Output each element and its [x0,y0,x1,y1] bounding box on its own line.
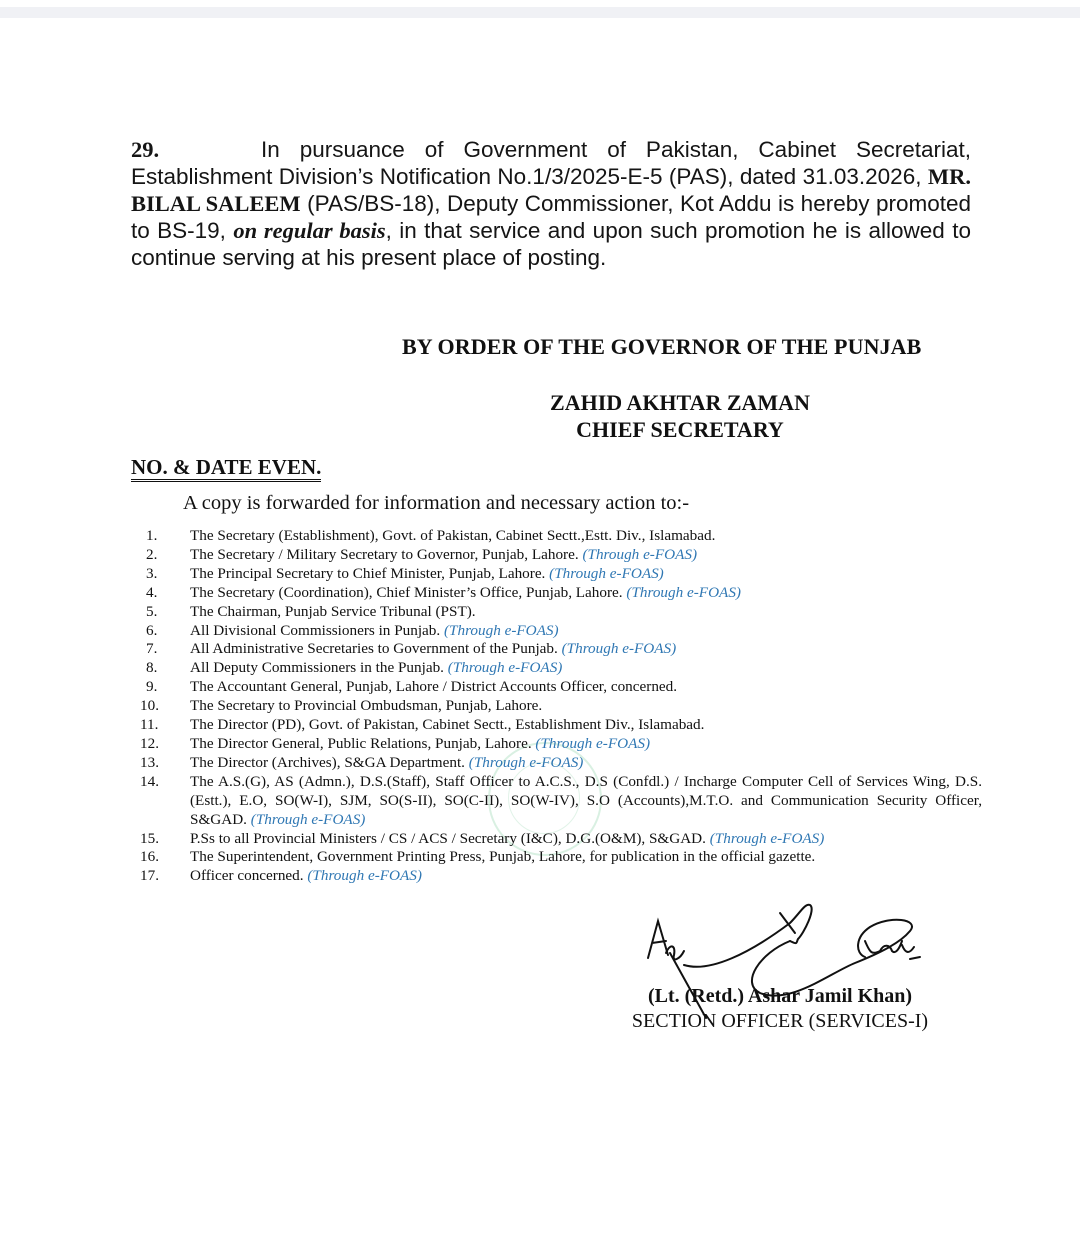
officer-name-promoted: MR. BILAL SALEEM [131,164,971,216]
distribution-item-number: 15. [140,829,159,847]
distribution-item [131,640,982,659]
distribution-item-text [190,622,982,641]
distribution-item [131,546,982,565]
distribution-item-number: 13. [140,753,159,771]
distribution-item-number: 11. [140,716,159,734]
distribution-recipient: The A.S.(G), AS (Admn.), D.S.(Staff), Staff Officer to A.C.S., D.S (Confdl.) / Incharge Computer Cell of Services Wing, D.S.(Estt.), E.O, SO(W-I), SJM, SO(S-II), SO(C-II), SO(W-IV), S.O (Accounts),M.T.O. and Communication Security Officer, S&GAD. [190,772,982,828]
section-officer-name: (Lt. (Retd.) Ashar Jamil Khan) [647,985,913,1007]
distribution-recipient: The Secretary (Coordination), Chief Minister’s Office, Punjab, Lahore. [190,583,623,601]
distribution-item [131,622,982,641]
signatory-title: CHIEF SECRETARY [576,417,784,442]
distribution-recipient: All Administrative Secretaries to Government of the Punjab. [190,640,558,658]
paragraph-text-middle: (PAS/BS-18), Deputy Commissioner, Kot Addu is hereby promoted to BS-19, [131,191,971,243]
distribution-item-text [190,830,982,849]
distribution-recipient: The Director (Archives), S&GA Department. [190,753,465,771]
distribution-item-number: 1. [146,527,158,544]
distribution-item-number: 16. [140,848,159,866]
distribution-recipient: The Principal Secretary to Chief Minister, Punjab, Lahore. [190,564,546,582]
distribution-item [131,565,982,584]
distribution-item-text [190,640,982,659]
paragraph-text-intro: In pursuance of Government of Pakistan, Cabinet Secretariat, Establishment Division’s Notification No.1/3/2025-E-5 (PAS), dated 31.03.2026, [131,137,971,189]
distribution-item-number: 10. [140,697,159,715]
through-efoas-note: (Through e-FOAS) [468,753,584,771]
distribution-item-text [190,773,982,830]
distribution-item [131,773,982,830]
signatory-name: ZAHID AKHTAR ZAMAN [550,390,810,415]
distribution-item-number: 3. [146,564,158,582]
through-efoas-note: (Through e-FOAS) [447,659,563,677]
through-efoas-note: (Through e-FOAS) [549,564,664,582]
distribution-item-text [190,659,982,678]
distribution-item-text [190,867,982,886]
distribution-item [131,603,982,622]
distribution-item-text [190,697,982,716]
distribution-item-text [190,546,982,565]
distribution-item-number: 4. [146,583,158,601]
distribution-item-number: 2. [146,545,158,563]
regular-basis-emphasis: on regular basis [233,218,386,243]
distribution-item [131,754,982,773]
distribution-item [131,527,982,546]
distribution-recipient: The Superintendent, Government Printing Press, Punjab, Lahore, for publication in the official gazette. [190,848,816,866]
distribution-item-text [190,565,982,584]
through-efoas-note: (Through e-FOAS) [250,810,366,828]
distribution-recipient: The Accountant General, Punjab, Lahore / District Accounts Officer, concerned. [190,678,678,696]
distribution-recipient: The Secretary (Establishment), Govt. of Pakistan, Cabinet Sectt.,Estt. Div., Islamabad. [190,527,716,544]
section-officer-title: SECTION OFFICER (SERVICES-I) [631,1010,929,1032]
distribution-item [131,735,982,754]
through-efoas-note: (Through e-FOAS) [535,734,651,752]
distribution-recipient: All Divisional Commissioners in Punjab. [190,621,441,639]
distribution-item [131,716,982,735]
through-efoas-note: (Through e-FOAS) [307,867,422,885]
order-line: BY ORDER OF THE GOVERNOR OF THE PUNJAB [402,334,922,359]
section-officer-block [600,984,960,1034]
distribution-item-text [190,754,982,773]
distribution-item-text [190,603,982,622]
distribution-item-number: 7. [146,640,158,658]
forward-line: A copy is forwarded for information and necessary action to:- [183,492,690,514]
distribution-recipient: P.Ss to all Provincial Ministers / CS / ACS / Secretary (I&C), D.G.(O&M), S&GAD. [190,829,706,847]
distribution-item-number: 17. [140,867,159,885]
through-efoas-note: (Through e-FOAS) [626,583,741,601]
distribution-item-number: 6. [146,621,158,639]
paragraph-number: 29. [131,137,160,162]
distribution-recipient: The Chairman, Punjab Service Tribunal (PST). [190,602,476,620]
through-efoas-note: (Through e-FOAS) [709,829,825,847]
distribution-item-text [190,678,982,697]
top-strip [0,7,1080,18]
through-efoas-note: (Through e-FOAS) [582,545,698,563]
distribution-item-text [190,848,982,867]
distribution-item [131,848,982,867]
distribution-item-text [190,527,982,546]
distribution-item-text [190,716,982,735]
distribution-item-number: 9. [146,678,158,696]
distribution-recipient: Officer concerned. [190,867,304,885]
distribution-list [131,527,982,886]
distribution-item-text [190,735,982,754]
through-efoas-note: (Through e-FOAS) [443,621,559,639]
distribution-item [131,659,982,678]
distribution-item [131,830,982,849]
through-efoas-note: (Through e-FOAS) [561,640,677,658]
distribution-recipient: The Secretary to Provincial Ombudsman, Punjab, Lahore. [190,697,543,715]
order-paragraph [131,136,971,271]
distribution-item-number: 12. [140,734,159,752]
paragraph-text-end: , in that service and upon such promotion he is allowed to continue serving at his present place of posting. [131,218,971,270]
distribution-recipient: The Secretary / Military Secretary to Governor, Punjab, Lahore. [190,545,579,563]
distribution-item-number: 8. [146,659,158,677]
distribution-item [131,678,982,697]
distribution-recipient: All Deputy Commissioners in the Punjab. [190,659,444,677]
distribution-recipient: The Director (PD), Govt. of Pakistan, Cabinet Sectt., Establishment Div., Islamabad. [190,716,705,734]
distribution-item-number: 14. [140,772,159,790]
chief-secretary-block [520,389,840,443]
distribution-item-text [190,584,982,603]
distribution-item [131,697,982,716]
distribution-item [131,867,982,886]
distribution-item-number: 5. [146,602,158,620]
distribution-recipient: The Director General, Public Relations, Punjab, Lahore. [190,734,532,752]
no-date-even-heading: NO. & DATE EVEN. [131,455,321,482]
distribution-item [131,584,982,603]
